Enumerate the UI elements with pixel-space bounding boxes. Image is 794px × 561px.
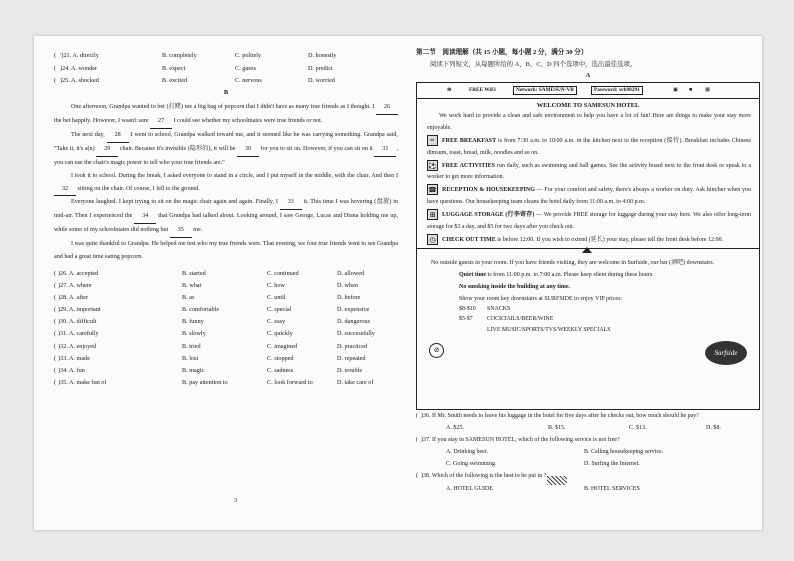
option-row	[54, 75, 398, 88]
question-text: )38. Which of the following is the best to be put in ?	[421, 473, 546, 479]
hotel-item-text: — We provide FREE storage for luggage during your stay here. We also offer long-term storage for $3 a day, and $5 for two days after you check out.	[427, 211, 751, 230]
question-row	[54, 377, 398, 389]
hotel-divider	[417, 248, 759, 258]
hotel-item-text: run daily, such as swimming and ball games. See the activity board next to the front desk or speak to a worker to get more information.	[427, 162, 751, 181]
cloze-questions	[54, 268, 398, 389]
blank-35: 35	[170, 224, 192, 238]
hotel-item-title: FREE ACTIVITIES	[442, 162, 495, 169]
blank-28: 28	[107, 129, 129, 143]
passage-text: I was quite thankful to Grandpa. He helped me test who my true friends were. That evening, we four true friends went to see Grandpa and had a great time eating popcorn.	[54, 241, 398, 261]
option-b: B. excited	[162, 77, 188, 85]
hotel-item-text: is from 7:30 a.m. to 10:00 a.m. in the kitchen next to the reception (接待). Breakfast includes Chinese dimsum, toast, bread, milk, noodles and so on.	[427, 137, 751, 156]
option-paren: (	[54, 64, 57, 72]
option-c: C. politely	[235, 52, 262, 59]
option-d: D. $8.	[706, 425, 721, 432]
price-item: SNACKS	[487, 305, 511, 312]
passage-text: Everyone laughed. I kept trying to sit on the magic chair again and again. Finally, I	[71, 199, 280, 206]
social-icon-3: ▦	[705, 87, 711, 93]
passage-text: it. This time I was hovering (盘旋) in mid-air. Then I experienced the	[54, 199, 398, 220]
hotel-item	[417, 160, 759, 185]
question-option-a: )29. A. important	[58, 306, 101, 314]
question-option-a: )26. A. accepted	[58, 269, 99, 277]
question-paren: (	[416, 437, 418, 444]
question-text: )37. If you stay in SAMESUN HOTEL, which of the following service is not free?	[421, 437, 620, 444]
question-paren: (	[54, 354, 57, 362]
social-icon-2: ■	[689, 87, 693, 93]
price-row	[459, 306, 759, 317]
hotel-notice	[416, 82, 760, 410]
price-list	[417, 306, 759, 338]
question-option-c: C. until	[267, 294, 286, 302]
question-option-d: D. expensive	[337, 306, 370, 314]
passage-text: that Grandpa had talked about. Looking around, I saw George, Lucas and Diana holding me up, while some of my schoolmates did nothing but	[54, 213, 398, 234]
blank-34: 34	[134, 210, 156, 224]
option-d: D. honestly	[308, 52, 337, 59]
price-item: LIVE MUSIC/SPORTS/TVS/WEEKLY SPECIALS	[487, 326, 611, 333]
question-option-c: C. stopped	[267, 354, 294, 362]
passage-text: I took it to school. During the break, I asked everyone to stand in a circle, and I put myself in the middle, with the chair. And then I	[71, 172, 398, 179]
option-a: ′)21. A. directly	[60, 52, 99, 59]
option-b: B. completely	[162, 52, 197, 59]
question-option-d: D. when	[337, 282, 358, 290]
section-letter-b: B	[223, 89, 229, 97]
hotel-items	[417, 135, 759, 247]
hotel-item-title: RECEPTION & HOUSEKEEPING	[442, 187, 535, 194]
hotel-item	[417, 234, 759, 247]
question-paren: (	[416, 413, 418, 419]
section-intro: 阅读下列短文，从每题所给的 A、B、C、D 四个选项中，选出最佳选项。	[430, 61, 637, 68]
left-column	[54, 50, 398, 389]
question-option-c: C. continued	[267, 269, 299, 277]
question-options	[416, 458, 760, 470]
option-a: A. Drinking beer.	[446, 449, 488, 456]
option-a: A. HOTEL GUIDE	[446, 485, 493, 492]
activities-icon: ⚽	[428, 161, 437, 170]
section-letter-a: A	[585, 72, 591, 79]
passage-paragraph	[54, 196, 398, 238]
passage-text: me.	[191, 227, 203, 234]
passage-text: chair. Because it's invisible (隐形的), it will be	[118, 145, 238, 152]
blank-31: 31	[374, 143, 396, 157]
option-c: C. $13.	[629, 425, 647, 432]
passage-text: I went to school, Grandpa walked toward me, and it seemed like he was carrying something. Grandpa said, "Take it, it's a(n)	[54, 131, 398, 152]
blank-29: 29	[96, 143, 118, 157]
question-text: )36. If Mr. Smith needs to leave his luggage in the hotel for five days after he checks out, how much should he pay?	[421, 413, 699, 419]
question-option-d: D. before	[337, 294, 361, 302]
blank-30: 30	[237, 143, 259, 157]
blank-26: 26	[376, 101, 398, 115]
luggage-icon: ⊞	[427, 209, 438, 220]
question-row	[54, 328, 398, 340]
passage-b	[54, 101, 398, 264]
option-d: D. Surfing the Internet.	[584, 461, 640, 468]
passage-text: , you can use the chair's magic power to tell who your true friends are."	[54, 145, 398, 166]
question-row	[54, 304, 398, 316]
hotel-item-text: is before 12:00. If you wish to extend (延长) your stay, please tell the front desk before 12:00.	[495, 236, 724, 243]
wifi-icon: ≋	[447, 87, 452, 93]
passage-paragraph	[54, 170, 398, 197]
question-option-a: )32. A. enjoyed	[58, 342, 97, 350]
question-paren: (	[54, 342, 57, 350]
question-row	[54, 341, 398, 353]
option-c: C. nervous	[235, 77, 262, 85]
question-option-a: )34. A. fun	[58, 366, 85, 374]
guests-text: No outside guests in your room. If you have friends visiting, they are welcome in Surfside, our bar (酒吧) downstairs.	[431, 260, 715, 267]
passage-text: One afternoon, Grandpa wanted to bet (打赌) me a big bag of popcorn that I didn't have as many true friends as I thought. I	[71, 104, 376, 111]
reading-questions	[416, 410, 760, 495]
hotel-item	[417, 184, 759, 209]
hotel-item-title: LUGGAGE STORAGE (行李寄存)	[442, 211, 535, 218]
price-value: $5-$7	[459, 316, 473, 323]
question-paren: (	[54, 306, 57, 314]
passage-text: for you to sit on. However, if you can sit on it	[259, 145, 375, 152]
question-stem	[416, 470, 760, 482]
option-b: B. expect	[162, 64, 186, 72]
question-paren: (	[416, 473, 418, 480]
no-smoking-text: No smoking inside the building at any time.	[459, 284, 571, 291]
question-option-b: B. tried	[182, 342, 201, 350]
surfside-logo: Surfside	[705, 341, 747, 365]
question-option-a: )35. A. make fun of	[58, 378, 107, 386]
option-row	[54, 63, 398, 76]
question-row	[54, 316, 398, 328]
question-stem	[416, 434, 760, 446]
question-option-c: C. how	[267, 282, 285, 290]
price-row	[459, 327, 759, 338]
top-options	[54, 50, 398, 88]
price-row	[459, 316, 759, 327]
question-option-d: D. allowed	[337, 269, 365, 277]
blank-32: 32	[54, 183, 76, 197]
passage-text: the bet happily. However, I wasn't sure	[54, 117, 151, 124]
option-a: )25. A. shocked	[60, 77, 99, 85]
question-option-a: )33. A. made	[58, 354, 90, 362]
passage-paragraph	[54, 129, 398, 170]
question-option-d: D. trouble	[337, 366, 363, 374]
option-d: D. worried	[308, 77, 335, 85]
quiet-time	[417, 270, 759, 282]
question-row	[54, 353, 398, 365]
wifi-bar	[417, 83, 759, 99]
question-option-b: B. as	[182, 294, 195, 302]
wifi-label: FREE WiFi	[469, 87, 496, 93]
question-option-a: )31. A. carefully	[58, 330, 99, 338]
wifi-password: Password: svb90291	[591, 86, 643, 95]
question-paren: (	[54, 282, 57, 290]
social-icon-1: ▣	[673, 87, 679, 93]
question-row	[54, 365, 398, 377]
question-option-c: C. look forward to	[267, 378, 313, 386]
question-option-d: D. take care of	[337, 378, 374, 386]
passage-paragraph	[54, 238, 398, 264]
question-option-d: D. dangerous	[337, 318, 370, 326]
question-row	[54, 280, 398, 292]
question-paren: (	[54, 366, 57, 374]
question-stem	[416, 410, 760, 422]
question-options	[416, 422, 760, 434]
question-paren: (	[54, 378, 57, 386]
vip-text: Show your room key downstairs at SURFSIDE to enjoy VIP prices:	[459, 296, 622, 303]
quiet-text: is from 11:00 p.m. to 7:00 a.m. Please keep silent during these hours.	[486, 272, 654, 279]
section-title: 第二节 阅读理解（共 15 小题，每小题 2 分，满分 30 分）	[416, 49, 588, 56]
option-c: C. guess	[235, 64, 256, 72]
question-option-c: C. easy	[267, 318, 286, 326]
option-row	[54, 50, 398, 63]
question-option-c: C. special	[267, 306, 292, 314]
question-option-a: )30. A. difficult	[58, 318, 97, 326]
question-paren: (	[54, 330, 57, 338]
quiet-title: Quiet time	[459, 272, 487, 279]
price-item: COCKTAILS/BEER/WINE	[487, 316, 554, 323]
passage-paragraph	[54, 101, 398, 129]
question-option-b: B. magic	[182, 366, 205, 374]
clock-icon: ◷	[427, 234, 438, 245]
hotel-item-text: — For your comfort and safety, there's always a worker on duty. Ask him/her when you have questions. Our housekeeping team cleans the hotel daily from 11:00 a.m. to 4:00 p.m.	[427, 187, 751, 205]
question-option-b: B. what	[182, 282, 202, 290]
question-options	[416, 483, 760, 495]
question-option-a: )27. A. where	[58, 282, 92, 290]
triangle-icon	[582, 247, 592, 253]
hotel-item	[417, 209, 759, 234]
question-option-c: C. imagined	[267, 342, 298, 350]
option-b: B. Calling housekeeping service.	[584, 449, 664, 456]
question-option-b: B. comfortable	[182, 306, 220, 314]
question-option-d: D. successfully	[337, 330, 375, 338]
option-c: C. Going swimming.	[446, 461, 497, 468]
option-paren: (	[54, 77, 57, 85]
coffee-icon: ☕	[428, 136, 437, 145]
question-option-b: B. funny	[182, 318, 204, 326]
no-smoking-icon: ⊘	[429, 343, 444, 358]
question-option-d: D. repeated	[337, 354, 366, 362]
question-paren: (	[54, 318, 57, 326]
question-option-d: D. practiced	[337, 342, 368, 350]
question-paren: (	[54, 294, 57, 302]
reception-icon: ☎	[428, 186, 437, 195]
passage-text: sitting on the chair. Of course, I fell to the ground.	[76, 185, 200, 192]
option-a: A. $25.	[446, 425, 464, 432]
question-option-c: C. quickly	[267, 330, 293, 338]
hotel-item	[417, 135, 759, 160]
question-option-b: B. lost	[182, 354, 199, 362]
exam-sheet	[34, 36, 762, 530]
question-option-b: B. pay attention to	[182, 378, 228, 386]
option-b: B. $15.	[548, 425, 566, 432]
option-d: D. predict	[308, 64, 333, 72]
blank-33: 33	[280, 196, 302, 210]
page-number: 3	[234, 498, 237, 504]
hotel-welcome: WELCOME TO SAMESUN HOTEL	[536, 102, 640, 109]
question-option-b: B. slowly	[182, 330, 206, 338]
hotel-item-title: CHECK OUT TIME	[442, 236, 496, 243]
blank-27: 27	[150, 115, 172, 129]
option-paren: (	[54, 52, 57, 59]
question-row	[54, 292, 398, 304]
passage-text: The next day,	[71, 131, 107, 138]
question-option-c: C. sadness	[267, 366, 294, 374]
passage-text: I could see whether my schoolmates were true friends or not.	[172, 117, 323, 124]
hotel-item-title: FREE BREAKFAST	[442, 137, 497, 144]
hotel-intro: We work hard to provide a clean and safe environment to help you have a lot of fun! Here are things to make your stay more enjoyable.	[427, 113, 751, 131]
option-a: )24. A. wonder	[60, 64, 98, 72]
question-row	[54, 268, 398, 280]
wifi-network: Network: SAMESUN-VB	[513, 86, 577, 95]
price-value: $8-$10	[459, 305, 476, 312]
question-options	[416, 446, 760, 458]
question-option-b: B. started	[182, 269, 206, 277]
option-b: B. HOTEL SERVICES	[584, 485, 640, 492]
right-column	[416, 50, 760, 495]
question-option-a: )28. A. after	[58, 294, 88, 302]
question-paren: (	[54, 269, 57, 277]
